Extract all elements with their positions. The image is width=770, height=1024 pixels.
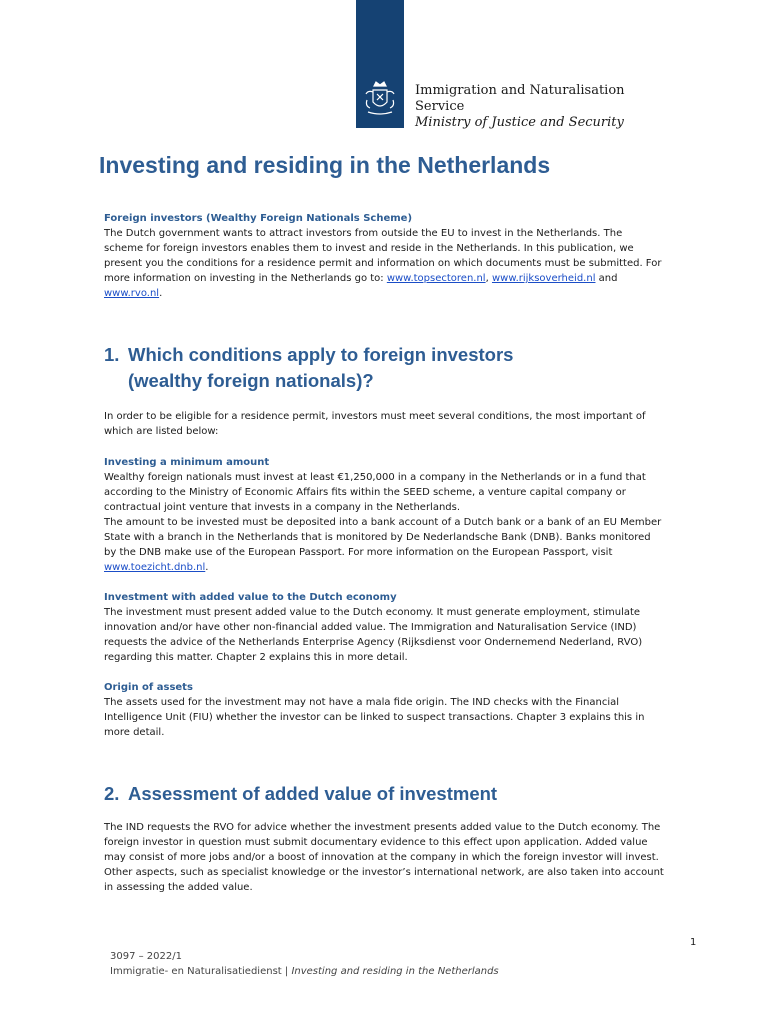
rijksoverheid-crest-icon	[362, 80, 398, 118]
section-2-title: Assessment of added value of investment	[128, 783, 498, 804]
page-title: Investing and residing in the Netherlands	[99, 152, 551, 178]
subsection-minimum-amount	[104, 455, 664, 575]
org-line-2: Service	[415, 99, 465, 114]
section-2-text: The IND requests the RVO for advice whether the investment presents added value to the Dutch economy. The foreign investor in question must submit documentary evidence to this effect upon application. Added value may consist of more jobs and/or a boost of innovation at the company in which the foreign investor will invest. Other aspects, such as specialist knowledge or the investor’s international network, are also taken into account in assessing the added value.	[104, 822, 664, 893]
section-1-number: 1.	[104, 344, 120, 365]
intro-end: .	[159, 288, 163, 299]
section-1-title-line-2: (wealthy foreign nationals)?	[128, 370, 374, 391]
organisation-name	[415, 83, 625, 131]
section-2-body	[104, 820, 664, 895]
document-code: 3097 – 2022/1	[110, 951, 182, 962]
minimum-amount-text-1: Wealthy foreign nationals must invest at least €1,250,000 in a company in the Netherlands or in a fund that according to the Ministry of Economic Affairs fits within the SEED scheme, a venture capital company or contractual joint venture that invests in a company in the Netherlands.	[104, 472, 646, 513]
subsection-minimum-amount-heading: Investing a minimum amount	[104, 457, 270, 468]
intro-and: and	[595, 273, 618, 284]
subsection-origin-heading: Origin of assets	[104, 682, 193, 693]
origin-text: The assets used for the investment may not have a mala fide origin. The IND checks with the Financial Intelligence Unit (FIU) whether the investor can be linked to suspect transactions. Chapter 3 explains this in more detail.	[104, 697, 645, 738]
section-1-intro	[104, 409, 664, 439]
org-line-1: Immigration and Naturalisation	[415, 83, 625, 98]
minimum-amount-end: .	[205, 562, 209, 573]
intro-heading: Foreign investors (Wealthy Foreign Nationals Scheme)	[104, 213, 413, 224]
intro-separator: ,	[485, 273, 489, 284]
toezicht-dnb-link[interactable]: www.toezicht.dnb.nl	[104, 562, 206, 573]
intro-paragraph	[104, 226, 664, 301]
minimum-amount-text-2: The amount to be invested must be deposited into a bank account of a Dutch bank or a bank of an EU Member State with a branch in the Netherlands that is monitored by De Nederlandsche Bank (DNB). Banks monitored by the DNB make use of the European Passport. For more information on the European Passport, visit	[104, 517, 662, 558]
footer-doc-title: Investing and residing in the Netherlands	[291, 966, 499, 977]
section-2-number: 2.	[104, 783, 120, 804]
intro-section	[104, 211, 664, 301]
section-1-intro-text: In order to be eligible for a residence permit, investors must meet several conditions, the most important of which are listed below:	[104, 411, 646, 437]
subsection-added-value-heading: Investment with added value to the Dutch economy	[104, 592, 397, 603]
footer-line	[110, 964, 499, 979]
rijksoverheid-link[interactable]: www.rijksoverheid.nl	[491, 273, 596, 284]
section-1-title-line-1: Which conditions apply to foreign investors	[128, 344, 514, 365]
rvo-link[interactable]: www.rvo.nl	[104, 288, 160, 299]
page-footer	[110, 949, 499, 979]
subsection-added-value	[104, 590, 664, 665]
government-logo-bar	[356, 0, 404, 128]
minimum-amount-paragraph-2	[104, 515, 664, 575]
subsection-origin-of-assets	[104, 680, 664, 740]
added-value-text: The investment must present added value to the Dutch economy. It must generate employment, stimulate innovation and/or have other non-financial added value. The Immigration and Naturalisation Service (IND) requests the advice of the Netherlands Enterprise Agency (Rijksdienst voor Ondernemend Nederland, RVO) regarding this matter. Chapter 2 explains this in more detail.	[104, 607, 643, 663]
footer-org: Immigratie- en Naturalisatiedienst |	[110, 966, 292, 977]
section-2-heading	[104, 781, 497, 807]
ministry-name: Ministry of Justice and Security	[415, 115, 624, 130]
section-1-heading	[104, 342, 513, 394]
page-number: 1	[690, 937, 697, 948]
intro-text: The Dutch government wants to attract investors from outside the EU to invest in the Netherlands. The scheme for foreign investors enables them to invest and reside in the Netherlands. In this publication, we present you the conditions for a residence permit and information on which documents must be submitted. For more information on investing in the Netherlands go to:	[104, 228, 662, 284]
topsectoren-link[interactable]: www.topsectoren.nl	[386, 273, 486, 284]
